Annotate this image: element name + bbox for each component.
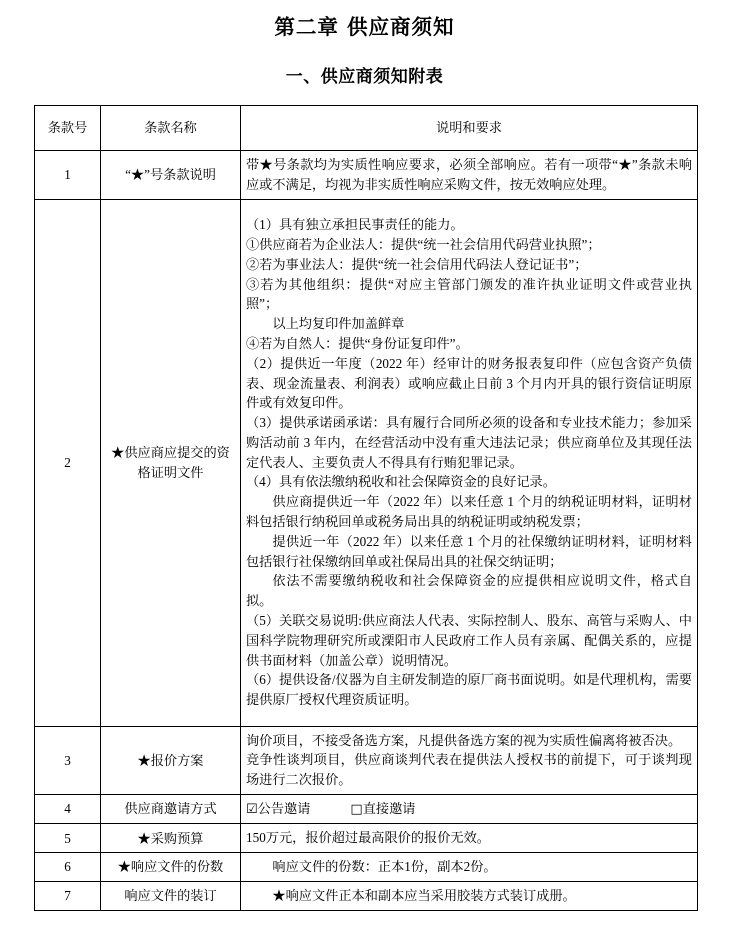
description-paragraph: （6）提供设备/仪器为自主研发制造的原厂商书面说明。如是代理机构，需要提供原厂授权代理资质证明。 — [246, 672, 692, 708]
section-heading: 一、供应商须知附表 — [285, 66, 444, 87]
description-paragraph: （1）具有独立承担民事责任的能力。 — [246, 217, 464, 233]
option-label-direct-invitation: 直接邀请 — [362, 800, 416, 816]
description-paragraph: ★响应文件正本和副本应当采用胶装方式装订成册。 — [272, 888, 576, 904]
checkbox-direct-invitation[interactable]: □ — [350, 801, 363, 817]
row-number: 6 — [35, 853, 101, 882]
description-paragraph: （3）提供承诺函承诺：具有履行合同所必须的设备和专业技术能力；参加采购活动前 3 年内，在经营活动中没有重大违法记录；供应商单位及其现任法定代表人、主要负责人不得具有行贿犯罪记录。 — [246, 415, 692, 470]
description-paragraph: ①供应商若为企业法人：提供“统一社会信用代码营业执照”； — [246, 236, 601, 252]
description-paragraph: 带★号条款均为实质性响应要求，必须全部响应。若有一项带“★”条款未响应或不满足，均视为非实质性响应采购文件，按无效响应处理。 — [246, 157, 692, 192]
option-label-public-invitation: 公告邀请 — [257, 800, 311, 816]
table-header-row — [35, 106, 698, 151]
row-clause-name: 供应商邀请方式 — [101, 794, 241, 824]
description-paragraph: （5）关联交易说明:供应商法人代表、实际控制人、股东、高管与采购人、中国科学院物理研究所或溧阳市人民政府工作人员有亲属、配偶关系的，应提供书面材料（加盖公章）说明情况。 — [246, 613, 692, 668]
description-paragraph: 150万元，报价超过最高限价的报价无效。 — [246, 830, 490, 846]
row-number: 4 — [35, 794, 101, 824]
table-row — [35, 199, 698, 726]
row-number: 5 — [35, 824, 101, 853]
row-number: 3 — [35, 726, 101, 794]
description-paragraph: ②若为事业法人：提供“统一社会信用代码法人登记证书”； — [246, 256, 588, 272]
row-number: 2 — [35, 199, 101, 726]
row-clause-name: 响应文件的装订 — [101, 882, 241, 911]
table-row — [35, 794, 698, 824]
description-paragraph: 询价项目，不接受备选方案，凡提供备选方案的视为实质性偏离将被否决。 — [246, 732, 682, 748]
description-paragraph: 以上均复印件加盖鲜章 — [272, 316, 405, 332]
table-row — [35, 853, 698, 882]
header-clause-name: 条款名称 — [101, 106, 241, 151]
row-description — [241, 726, 698, 794]
row-description — [241, 853, 698, 882]
row-clause-name: ★采购预算 — [101, 824, 241, 853]
supplier-notice-table-container — [34, 105, 697, 911]
row-description — [241, 824, 698, 853]
description-paragraph: 依法不需要缴纳税收和社会保障资金的应提供相应说明文件，格式自拟。 — [246, 573, 692, 609]
supplier-notice-table — [34, 105, 698, 911]
table-row — [35, 824, 698, 853]
row-clause-name: “★”号条款说明 — [101, 151, 241, 200]
row-clause-name: ★供应商应提交的资格证明文件 — [101, 199, 241, 726]
description-paragraph: ④若为自然人：提供“身份证复印件”。 — [246, 335, 469, 351]
row-clause-name: ★响应文件的份数 — [101, 853, 241, 882]
description-paragraph: ③若为其他组织：提供“对应主管部门颁发的准许执业证明文件或营业执照”； — [246, 276, 692, 312]
description-paragraph: 供应商提供近一年（2022 年）以来任意 1 个月的纳税证明材料，证明材料包括银行纳税回单或税务局出具的纳税证明或纳税发票； — [246, 494, 692, 530]
description-paragraph: （4）具有依法缴纳税收和社会保障资金的良好记录。 — [246, 474, 556, 490]
header-clause-no: 条款号 — [35, 106, 101, 151]
table-row — [35, 151, 698, 200]
row-number: 1 — [35, 151, 101, 200]
row-description — [241, 151, 698, 200]
row-description — [241, 882, 698, 911]
row-number: 7 — [35, 882, 101, 911]
row-clause-name: ★报价方案 — [101, 726, 241, 794]
row-description — [241, 794, 698, 824]
description-paragraph: 竞争性谈判项目，供应商谈判代表在提供法人授权书的前提下，可于谈判现场进行二次报价。 — [246, 752, 692, 788]
description-paragraph: 提供近一年（2022 年）以来任意 1 个月的社保缴纳证明材料，证明材料包括银行社保缴纳回单或社保局出具的社保交纳证明； — [246, 533, 692, 569]
header-description: 说明和要求 — [241, 106, 698, 151]
description-paragraph: （2）提供近一年度（2022 年）经审计的财务报表复印件（应包含资产负债表、现金流量表、利润表）或响应截止日前 3 个月内开具的银行资信证明原件或有效复印件。 — [246, 355, 692, 411]
checkbox-public-invitation[interactable]: ☑ — [246, 801, 258, 817]
description-paragraph: 响应文件的份数：正本1份，副本2份。 — [272, 859, 497, 875]
page-title: 第二章 供应商须知 — [274, 15, 455, 39]
invitation-options — [246, 799, 692, 820]
table-row — [35, 726, 698, 794]
row-description — [241, 199, 698, 726]
table-row — [35, 882, 698, 911]
